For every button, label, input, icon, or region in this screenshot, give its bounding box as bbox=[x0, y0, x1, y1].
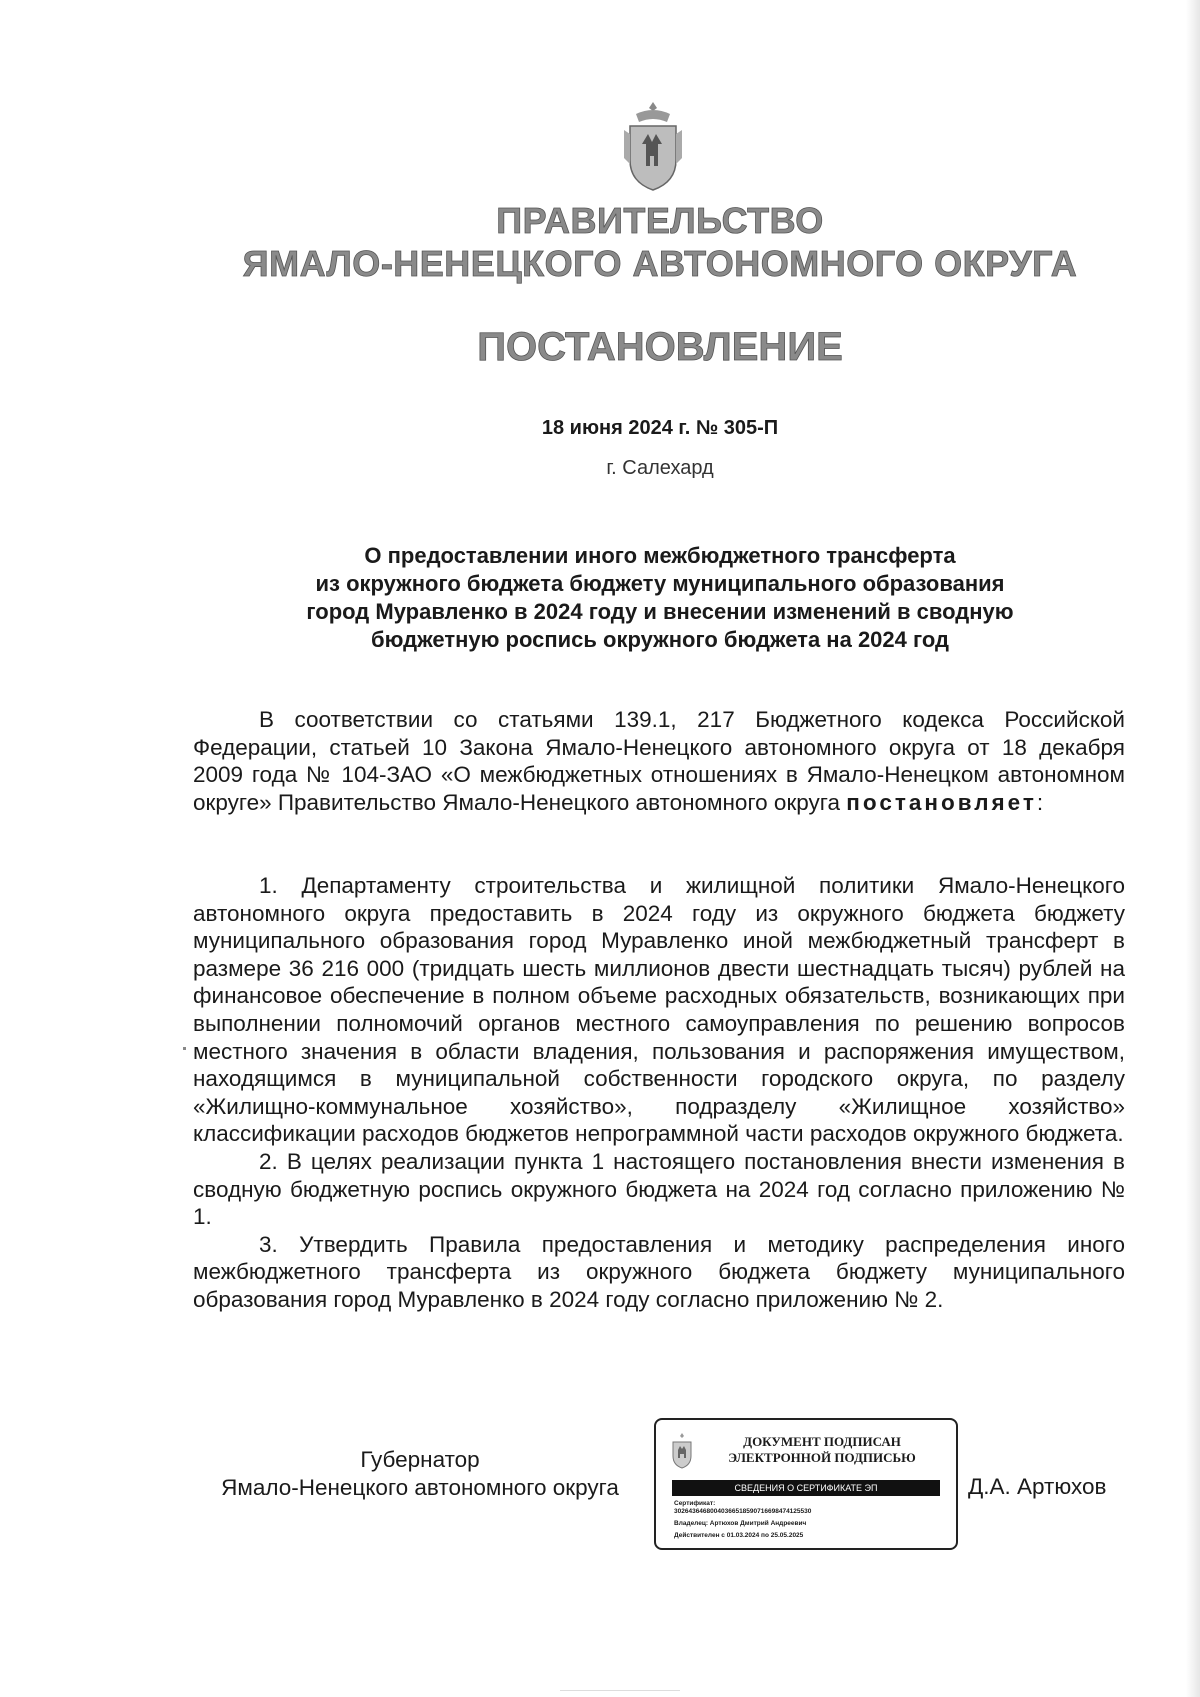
stamp-emblem-icon bbox=[670, 1432, 694, 1470]
coat-of-arms-icon bbox=[622, 100, 684, 194]
subject-line: бюджетную роспись окружного бюджета на 2024 год bbox=[371, 627, 949, 652]
document-type: ПОСТАНОВЛЕНИЕ bbox=[477, 325, 843, 369]
electronic-signature-stamp bbox=[654, 1418, 958, 1550]
stamp-certificate-header: СВЕДЕНИЯ О СЕРТИФИКАТЕ ЭП bbox=[672, 1480, 940, 1496]
stamp-title-line: ДОКУМЕНТ ПОДПИСАН bbox=[743, 1434, 901, 1449]
scan-mark bbox=[183, 1047, 186, 1050]
preamble-colon: : bbox=[1036, 789, 1044, 815]
stamp-validity: Действителен с 01.03.2024 по 25.05.2025 bbox=[674, 1532, 804, 1539]
document-date-number: 18 июня 2024 г. № 305-П bbox=[541, 417, 779, 439]
subject-line: из окружного бюджета бюджету муниципального образования bbox=[315, 571, 1005, 596]
stamp-title-line: ЭЛЕКТРОННОЙ ПОДПИСЬЮ bbox=[728, 1450, 916, 1465]
resolution-item: 3. Утвердить Правила предоставления и методику распределения иного межбюджетного трансферта из окружного бюджета бюджету муниципального образования город Муравленко в 2024 году согласно приложению № 2. bbox=[193, 1231, 1125, 1312]
stamp-cert-label: Сертификат: bbox=[674, 1500, 716, 1507]
position-title: Губернатор bbox=[360, 1447, 480, 1472]
government-title: ПРАВИТЕЛЬСТВО bbox=[496, 200, 824, 241]
document-city: г. Салехард bbox=[606, 457, 714, 479]
government-region-title: ЯМАЛО-НЕНЕЦКОГО АВТОНОМНОГО ОКРУГА bbox=[242, 243, 1078, 284]
stamp-owner: Владелец: Артюхов Дмитрий Андреевич bbox=[674, 1520, 807, 1527]
signatory-position bbox=[190, 1446, 650, 1501]
resolves-word: постановляет bbox=[846, 789, 1037, 815]
stamp-cert-number: 30264364680040366518590716698474125530 bbox=[674, 1508, 812, 1515]
resolution-item: 2. В целях реализации пункта 1 настоящего постановления внести изменения в сводную бюджетную роспись окружного бюджета на 2024 год согласно приложению № 1. bbox=[193, 1148, 1125, 1230]
position-region: Ямало-Ненецкого автономного округа bbox=[221, 1474, 619, 1500]
preamble-paragraph bbox=[193, 706, 1125, 816]
resolution-items bbox=[193, 872, 1125, 1314]
signatory-name: Д.А. Артюхов bbox=[968, 1474, 1107, 1499]
document-subject bbox=[0, 542, 1200, 654]
scan-mark bbox=[560, 1690, 680, 1691]
preamble-text: В соответствии со статьями 139.1, 217 Бюджетного кодекса Российской Федерации, статьей 10 Закона Ямало-Ненецкого автономного округа от 18 декабря 2009 года № 104-ЗАО «О межбюджетных отношениях в Ямало-Ненецком автономном округе» Правительство Ямало-Ненецкого автономного округа bbox=[193, 707, 1125, 815]
resolution-item: 1. Департаменту строительства и жилищной политики Ямало-Ненецкого автономного округа предоставить в 2024 году из окружного бюджета бюджету муниципального образования город Муравленко иной межбюджетный трансферт в размере 36 216 000 (тридцать шесть миллионов двести шестнадцать тысяч) рублей на финансовое обеспечение в полном объеме расходных обязательств, возникающих при выполнении полномочий органов местного самоуправления по решению вопросов местного значения в области владения, пользования и распоряжения имуществом, находящимся в муниципальной собственности городского округа, по разделу «Жилищно-коммунальное хозяйство», подразделу «Жилищное хозяйство» классификации расходов бюджетов непрограммной части расходов окружного бюджета. bbox=[193, 873, 1125, 1147]
stamp-title bbox=[702, 1434, 942, 1466]
subject-line: О предоставлении иного межбюджетного трансферта bbox=[364, 543, 956, 568]
subject-line: город Муравленко в 2024 году и внесении изменений в сводную bbox=[306, 599, 1014, 624]
